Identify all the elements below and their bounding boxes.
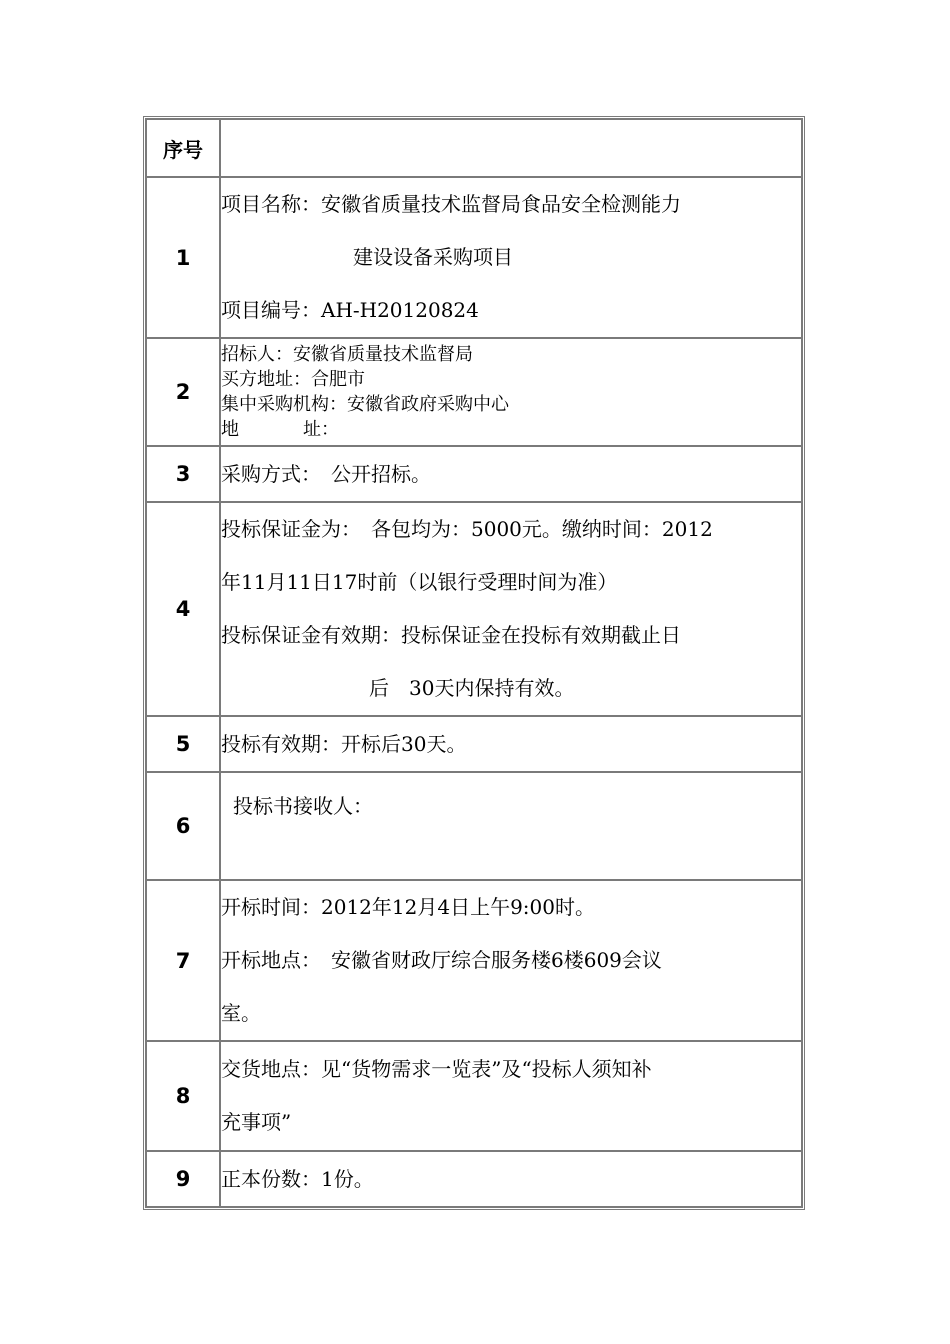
procurement-method: 采购方式： 公开招标。 xyxy=(221,461,431,486)
buyer-address: 买方地址：合肥市 xyxy=(221,369,365,390)
row-number: 4 xyxy=(146,502,220,716)
opening-time: 开标时间：2012年12月4日上午9:00时。 xyxy=(221,895,595,919)
header-content-cell xyxy=(220,119,802,177)
row-number: 8 xyxy=(146,1041,220,1151)
project-code: 项目编号：AH-H20120824 xyxy=(221,298,479,322)
bid-validity: 投标有效期：开标后30天。 xyxy=(221,731,467,756)
bid-bond: 投标保证金为： 各包均为：5000元。缴纳时间：2012 xyxy=(221,517,713,541)
table-row-2 xyxy=(146,338,802,446)
bid-bond-deadline: 年11月11日17时前（以银行受理时间为准） xyxy=(221,570,618,594)
row-number: 9 xyxy=(146,1151,220,1207)
row-content xyxy=(220,502,802,716)
table-row-9 xyxy=(146,1151,802,1207)
row-number: 6 xyxy=(146,772,220,880)
procurement-agency: 集中采购机构：安徽省政府采购中心 xyxy=(221,394,509,415)
tenderer: 招标人：安徽省质量技术监督局 xyxy=(221,344,473,365)
row-content xyxy=(220,338,802,446)
table-row-7 xyxy=(146,880,802,1041)
tender-info-table xyxy=(143,116,805,1210)
row-number: 5 xyxy=(146,716,220,772)
table-row-5 xyxy=(146,716,802,772)
table-row-6 xyxy=(146,772,802,880)
row-content xyxy=(220,177,802,338)
table-header-row xyxy=(146,119,802,177)
row-number: 3 xyxy=(146,446,220,502)
original-copies: 正本份数：1份。 xyxy=(221,1166,374,1191)
row-content xyxy=(220,1041,802,1151)
delivery-place: 交货地点：见“货物需求一览表”及“投标人须知补 xyxy=(221,1057,652,1081)
address-line xyxy=(221,417,801,442)
table-row-1 xyxy=(146,177,802,338)
row-content xyxy=(220,1151,802,1207)
opening-place-cont: 室。 xyxy=(221,1001,261,1025)
table-row-8 xyxy=(146,1041,802,1151)
table-row-4 xyxy=(146,502,802,716)
row-content xyxy=(220,446,802,502)
row-content xyxy=(220,772,802,880)
address-label-part1: 地 xyxy=(221,419,239,440)
project-name: 项目名称：安徽省质量技术监督局食品安全检测能力 xyxy=(221,192,681,216)
header-number-cell: 序号 xyxy=(146,119,220,177)
row-content xyxy=(220,880,802,1041)
row-number: 1 xyxy=(146,177,220,338)
bid-bond-validity: 投标保证金有效期：投标保证金在投标有效期截止日 xyxy=(221,623,681,647)
table-row-3 xyxy=(146,446,802,502)
bid-bond-validity-cont: 后 30天内保持有效。 xyxy=(369,676,575,700)
row-number: 2 xyxy=(146,338,220,446)
bid-receiver: 投标书接收人： xyxy=(233,794,373,818)
address-label-part2: 址： xyxy=(303,419,339,440)
row-content xyxy=(220,716,802,772)
row-number: 7 xyxy=(146,880,220,1041)
opening-place: 开标地点： 安徽省财政厅综合服务楼6楼609会议 xyxy=(221,948,662,972)
project-name-cont: 建设设备采购项目 xyxy=(353,245,513,269)
delivery-place-cont: 充事项” xyxy=(221,1110,292,1134)
